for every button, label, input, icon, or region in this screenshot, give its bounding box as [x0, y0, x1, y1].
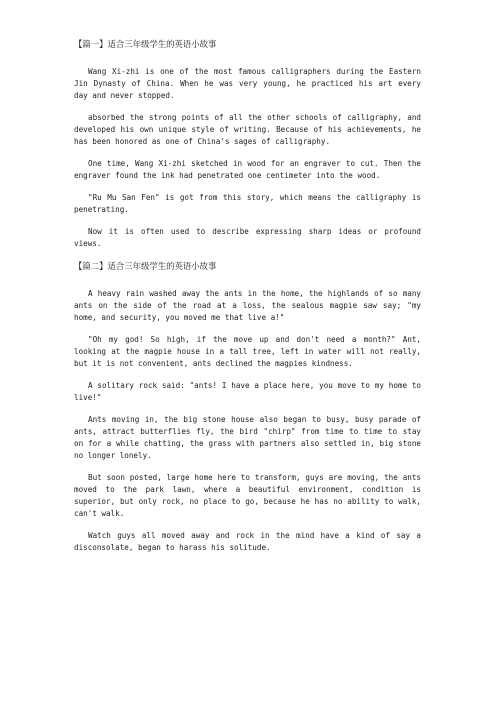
paragraph: One time, Wang Xi-zhi sketched in wood for an engraver to cut. Then the engraver found the ink had penetrated one centimeter into the wood. [74, 159, 421, 180]
paragraph: A solitary rock said: "ants! I have a place here, you move to my home to live!" [74, 381, 421, 402]
paragraph: But soon posted, large home here to transform, guys are moving, the ants moved to the park lawn, where a beautiful environment, condition is superior, but only rock, no place to go, because he has no ability to walk, can't walk. [74, 473, 421, 518]
paragraph: A heavy rain washed away the ants in the home, the highlands of so many ants on the side of the road at a loss, the sealous magpie saw say; "my home, and security, you moved me that live a!" [74, 289, 421, 322]
paragraph: Ants moving in, the big stone house also began to busy, busy parade of ants, attract butterflies fly, the bird "chirp" from time to time to stay on for a while chatting, the grass with partners also settled in, big stone no longer lonely. [74, 415, 421, 460]
paragraph: absorbed the strong points of all the other schools of calligraphy, and developed his own unique style of writing. Because of his achievements, he has been honored as one of China's sages of calligraphy. [74, 113, 421, 146]
paragraph: "Oh my god! So high, if the move up and don't need a month?" Ant, looking at the magpie house in a tall tree, left in water will not really, but it is not convenient, ants declined the magpies kindness. [74, 335, 421, 368]
document-body [74, 38, 421, 564]
section-heading-2: 【篇二】适合三年级学生的英语小故事 [74, 261, 217, 271]
paragraph: Watch guys all moved away and rock in the mind have a kind of say a disconsolate, began to harass his solitude. [74, 531, 421, 552]
paragraph: Now it is often used to describe expressing sharp ideas or profound views. [74, 227, 421, 248]
paragraph: Wang Xi-zhi is one of the most famous calligraphers during the Eastern Jin Dynasty of China. When he was very young, he practiced his art every day and never stopped. [74, 67, 421, 100]
section-heading-1: 【篇一】适合三年级学生的英语小故事 [74, 39, 217, 49]
paragraph: "Ru Mu San Fen" is got from this story, which means the calligraphy is penetrating. [74, 193, 421, 214]
